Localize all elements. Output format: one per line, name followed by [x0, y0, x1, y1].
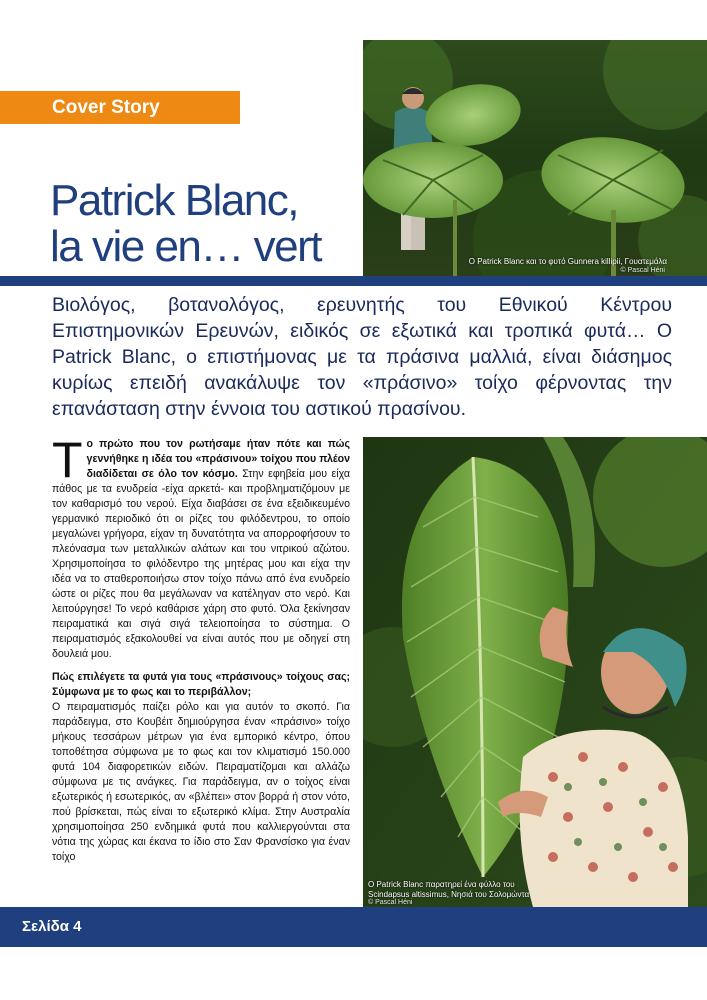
main-photo-caption	[368, 880, 568, 900]
top-photo	[363, 40, 707, 276]
page-footer	[0, 907, 707, 947]
title-line-2: la vie en… vert	[50, 222, 321, 271]
main-photo-credit: © Pascal Héni	[368, 899, 413, 906]
first-question: ο πρώτο που τον ρωτήσαμε ήταν πότε και πώς γεννήθηκε η ιδέα του «πράσινου» τοίχου που πλέον διαδίδεται σε όλο τον κόσμο.	[86, 438, 350, 480]
article-title	[50, 178, 365, 270]
main-caption-line-1: Ο Patrick Blanc παρατηρεί ένα φύλλο του	[368, 880, 515, 889]
page-number: Σελίδα 4	[22, 918, 82, 935]
main-caption-line-2: Scindapsus altissimus, Νησιά του Σολομώντα	[368, 890, 530, 899]
main-photo	[363, 437, 707, 907]
title-line-1: Patrick Blanc,	[50, 176, 298, 225]
top-photo-caption: Ο Patrick Blanc και το φυτό Gunnera killipii, Γουατεμάλα	[468, 257, 667, 266]
title-divider	[0, 276, 707, 286]
top-photo-credit: © Pascal Héni	[620, 267, 665, 274]
section-tag: Cover Story	[0, 91, 240, 124]
answer-2: Ο πειραματισμός παίζει ρόλο και για αυτόν το σκοπό. Για παράδειγμα, στο Κουβέιτ δημιούργησα έναν «πράσινο» τοίχο μήκους τεσσάρων μέτρων για ένα εμπορικό κέντρο, όπου τοποθέτησα σύμφωνα με το φως και τον κλιματισμό 150.000 φυτά 104 διαφορετικών ειδών. Πειραματίζομαι και αλλάζω σύμφωνα με τις ανάγκες. Για παράδειγμα, αν ο τοίχος είναι εξωτερικός ή εσωτερικός, αν «βλέπει» στον βορρά ή στον νότο, πού βρίσκεται, πώς είναι το εξωτερικό κλίμα. Στην Αυστραλία χρησιμοποίησα 250 ενδημικά φυτά που καλλιεργούνται στα νότια της χώρας και έκανα το ίδιο στο Σαν Φρανσίσκο για έναν τοίχο	[52, 701, 350, 863]
drop-cap: Τ	[52, 432, 83, 488]
question-2: Πώς επιλέγετε τα φυτά για τους «πράσινους» τοίχους σας; Σύμφωνα με το φως και το περιβάλλον;	[52, 671, 350, 698]
article-body	[52, 432, 350, 865]
man-examining-giant-leaf-photo-icon	[363, 437, 707, 907]
man-with-giant-leaves-photo-icon	[363, 40, 707, 276]
paragraph-1	[52, 432, 350, 662]
answer-1: Στην εφηβεία μου είχα πάθος με τα ενυδρεία -είχα αρκετά- και προβληματιζόμουν με τον καθαρισμό του νερού. Είχα διαβάσει σε ένα εξειδικευμένο γερμανικό περιοδικό ότι οι ρίζες του φιλόδεντρου, το οποίο μεγαλώνει γρήγορα, είχαν τη δυνατότητα να απορροφήσουν το πλεόνασμα των μεταλλικών αλάτων και του νιτρικού αζώτου. Χρησιμοποίησα το φιλόδεντρο της μητέρας μου και είχα την ιδέα να το σταθεροποιήσω στον τοίχο πάνω από ένα ενυδρείο ώστε οι ρίζες που θα μεγάλωναν να κατέληγαν στο νερό. Και λειτούργησε! Το νερό καθάρισε χάρη στο φυτό. Όλα ξεκίνησαν πειραματικά και σιγά σιγά τελειοποίησα το σύστημα. Ο πειραματισμός εξακολουθεί να είναι αυτός που με οδηγεί στη δουλειά μου.	[52, 468, 350, 660]
lead-paragraph: Βιολόγος, βοτανολόγος, ερευνητής του Εθνικού Κέντρου Επιστημονικών Ερευνών, ειδικός σε εξωτικά και τροπικά φυτά… Ο Patrick Blanc, ο επιστήμονας με τα πράσινα μαλλιά, είναι διάσημος κυρίως επειδή ανακάλυψε τον «πράσινο» τοίχο φέρνοντας την επανάσταση στην έννοια του αστικού πρασίνου.	[52, 294, 672, 420]
